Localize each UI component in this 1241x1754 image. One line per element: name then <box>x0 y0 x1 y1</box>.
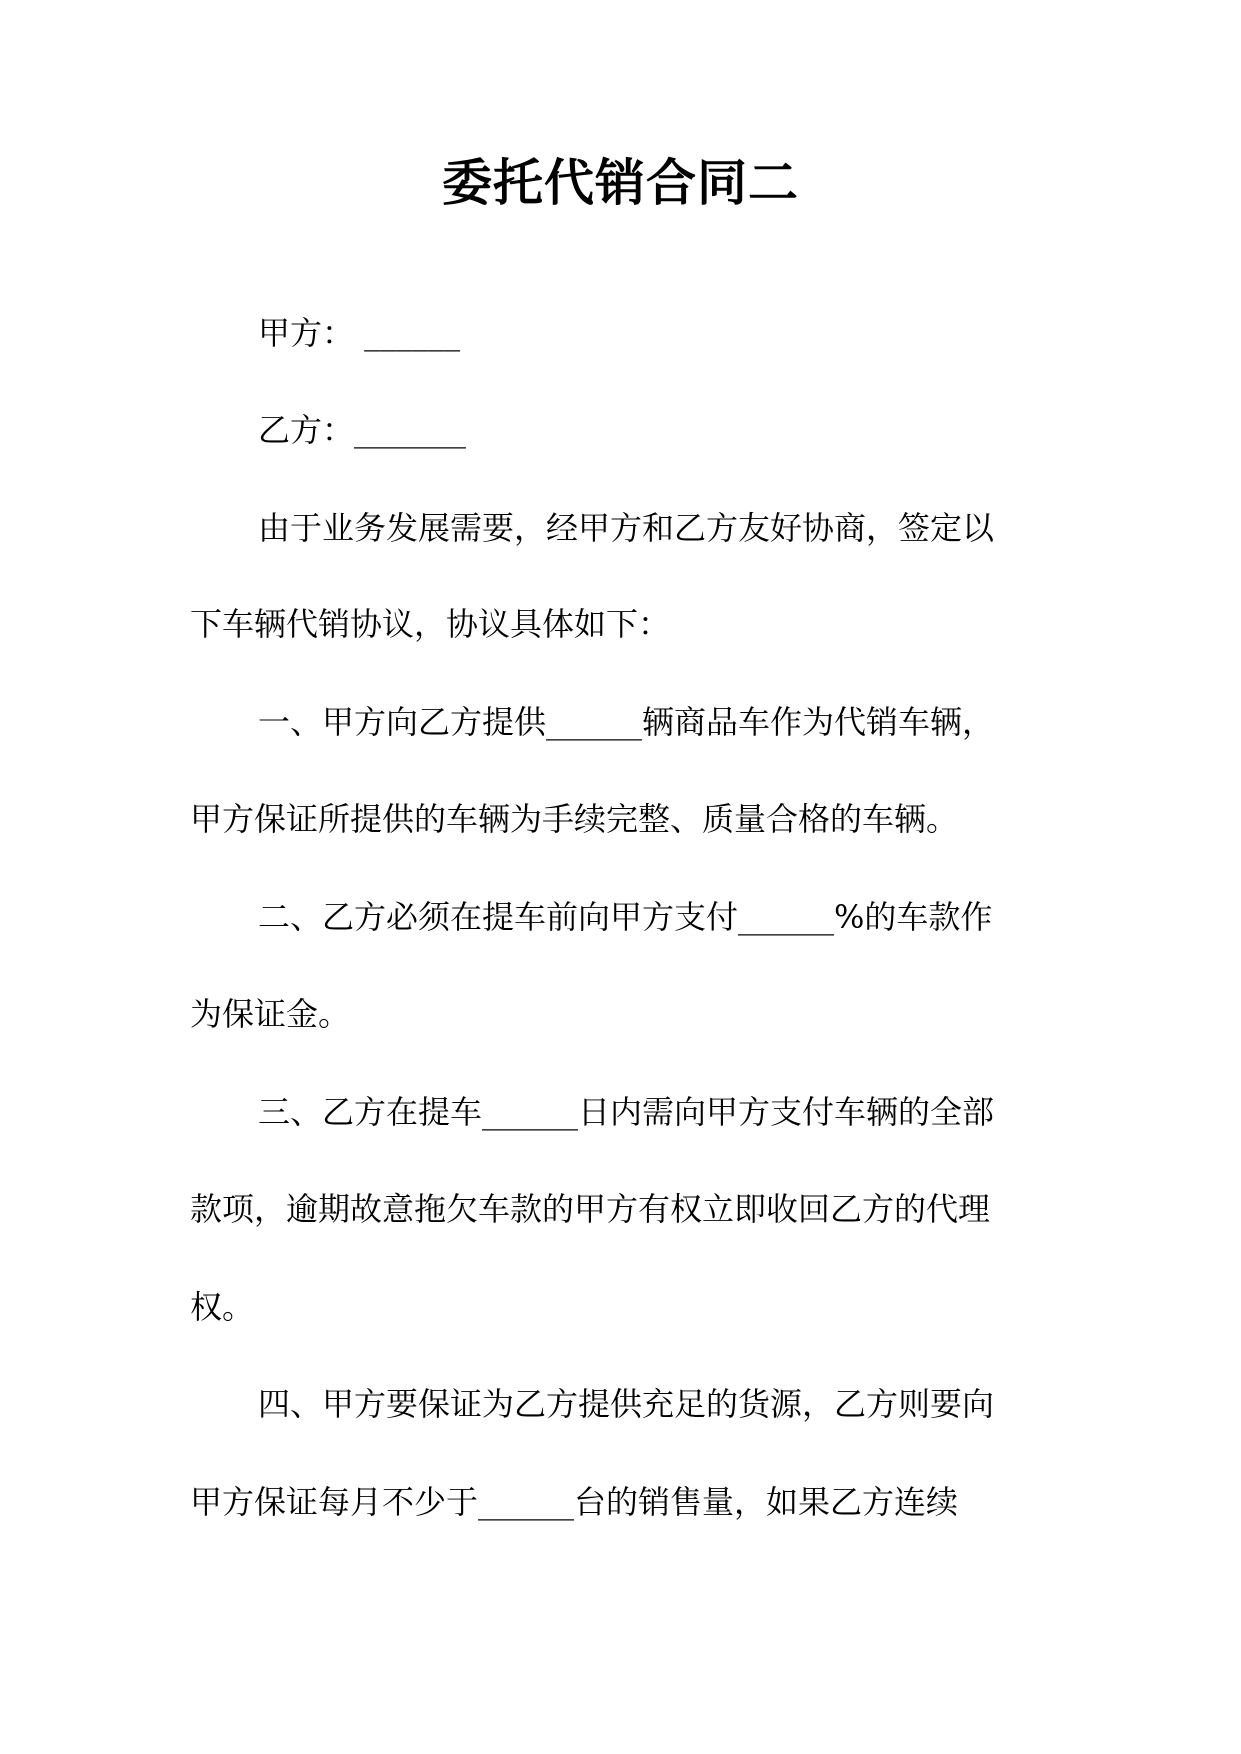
paragraph-line: 四、甲方要保证为乙方提供充足的货源，乙方则要向 <box>258 1385 995 1423</box>
paragraph-line: 权。 <box>190 1288 255 1326</box>
party-a-line: 甲方： ______ <box>258 314 461 352</box>
paragraph-line: 由于业务发展需要，经甲方和乙方友好协商，签定以 <box>258 509 995 547</box>
paragraph-line: 甲方保证每月不少于______台的销售量，如果乙方连续 <box>190 1483 959 1521</box>
paragraph-line: 下车辆代销协议，协议具体如下： <box>190 605 671 643</box>
document-title: 委托代销合同二 <box>442 153 799 212</box>
paragraph-line: 一、甲方向乙方提供______辆商品车作为代销车辆， <box>258 703 995 741</box>
paragraph-line: 款项，逾期故意拖欠车款的甲方有权立即收回乙方的代理 <box>190 1190 991 1228</box>
paragraph-line: 为保证金。 <box>190 995 351 1033</box>
paragraph-line: 甲方保证所提供的车辆为手续完整、质量合格的车辆。 <box>190 800 959 838</box>
paragraph-line: 三、乙方在提车______日内需向甲方支付车辆的全部 <box>258 1093 995 1131</box>
paragraph-line: 二、乙方必须在提车前向甲方支付______%的车款作 <box>258 898 993 936</box>
party-b-line: 乙方：_______ <box>258 411 467 449</box>
